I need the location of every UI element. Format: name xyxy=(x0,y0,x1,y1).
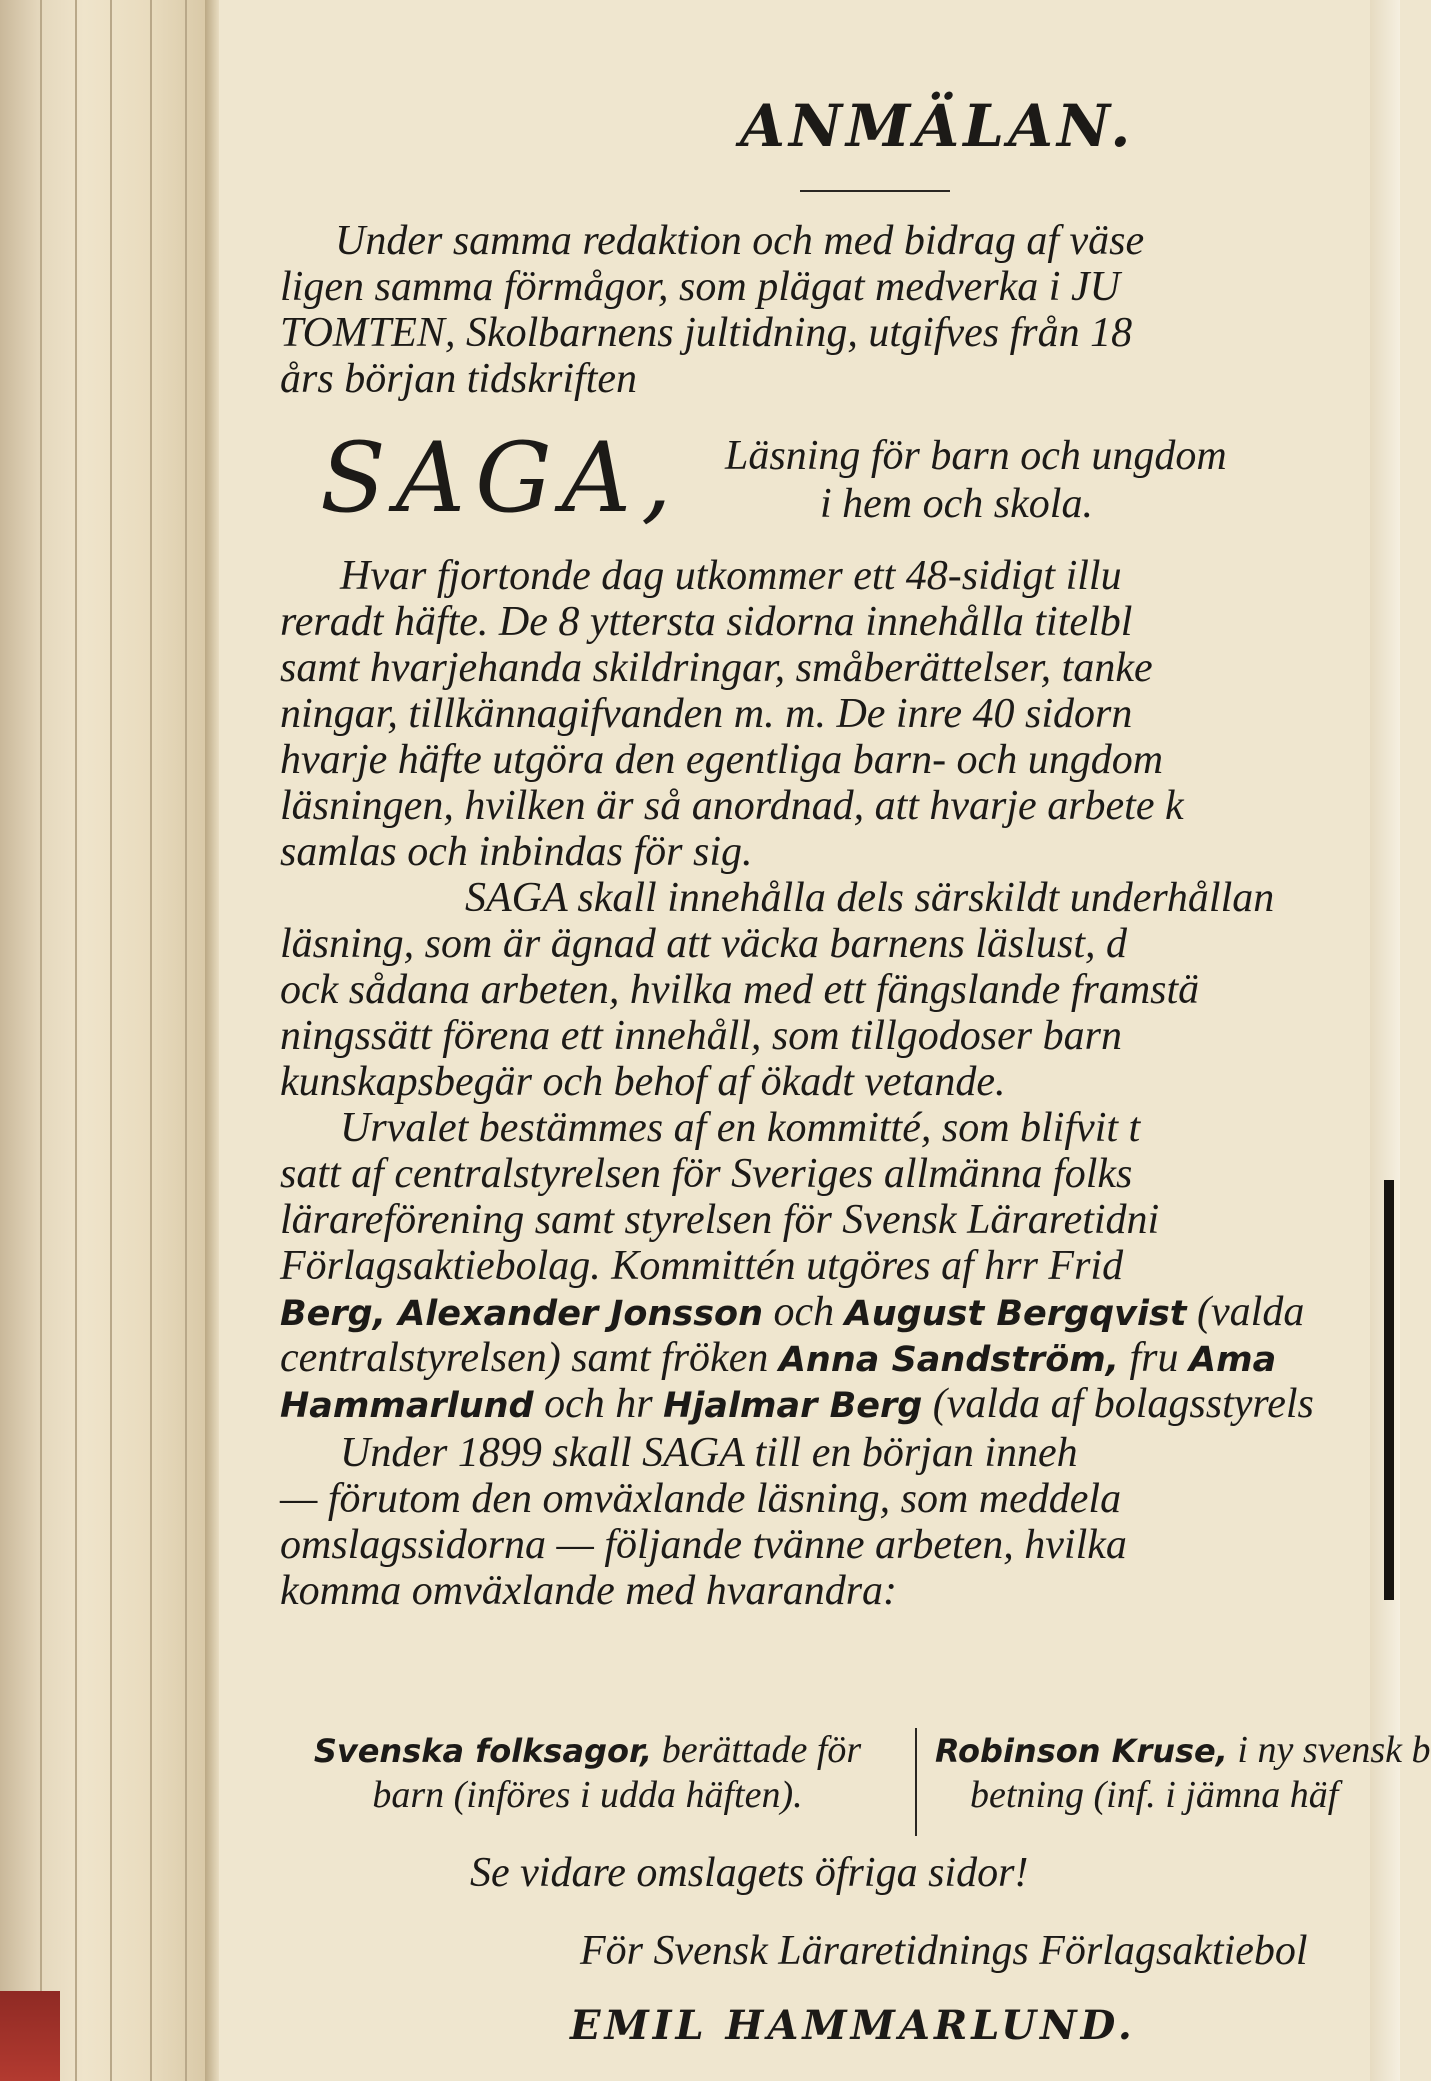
text-line: ock sådana arbeten, hvilka med ett fängslande framstä xyxy=(280,967,1200,1013)
work-right-line: betning (inf. i jämna häf xyxy=(970,1774,1339,1816)
see-more-line: Se vidare omslagets öfriga sidor! xyxy=(470,1850,1029,1896)
page-edge xyxy=(185,0,187,2081)
names-line xyxy=(280,1335,1276,1383)
text-line: Under 1899 skall SAGA till en början inneh xyxy=(340,1430,1078,1476)
column-divider xyxy=(915,1728,917,1836)
text-fragment: (valda af bolagsstyrels xyxy=(922,1381,1314,1427)
work-right-line xyxy=(935,1728,1431,1773)
text-line: TOMTEN, Skolbarnens jultidning, utgifves från 18 xyxy=(280,310,1133,356)
text-line: läsning, som är ägnad att väcka barnens läslust, d xyxy=(280,921,1127,967)
dark-edge-strip xyxy=(1384,1180,1394,1600)
saga-subtitle: i hem och skola. xyxy=(820,481,1093,527)
text-line: lärareförening samt styrelsen för Svensk Läraretidni xyxy=(280,1197,1160,1243)
text-line: komma omväxlande med hvarandra: xyxy=(280,1568,898,1614)
page-edge xyxy=(150,0,152,2081)
page-edge xyxy=(75,0,77,2081)
text-line: ligen samma förmågor, som plägat medverka i JU xyxy=(280,264,1120,310)
text-fragment: berättade för xyxy=(652,1729,862,1771)
names-line xyxy=(280,1381,1314,1429)
saga-subtitle: Läsning för barn och ungdom xyxy=(725,433,1227,479)
text-line: — förutom den omväxlande läsning, som meddela xyxy=(280,1476,1122,1522)
text-line: SAGA skall innehålla dels särskildt underhållan xyxy=(465,875,1275,921)
red-bookmark-ribbon xyxy=(0,1991,60,2081)
text-line: ningssätt förena ett innehåll, som tillgodoser barn xyxy=(280,1013,1122,1059)
text-line: Urvalet bestämmes af en kommitté, som blifvit t xyxy=(340,1105,1141,1151)
page-gutter xyxy=(205,0,219,2081)
bold-name: August Bergqvist xyxy=(844,1294,1187,1334)
work-right xyxy=(935,1728,1431,1817)
bold-name: Berg, Alexander Jonsson xyxy=(280,1294,763,1334)
text-line: läsningen, hvilken är så anordnad, att hvarje arbete k xyxy=(280,783,1184,829)
publisher-line: För Svensk Läraretidnings Förlagsaktiebol xyxy=(580,1928,1308,1974)
text-fragment: (valda xyxy=(1186,1289,1305,1335)
text-line: ningar, tillkännagifvanden m. m. De inre 40 sidorn xyxy=(280,691,1133,737)
text-line: omslagssidorna — följande tvänne arbeten, hvilka xyxy=(280,1522,1127,1568)
work-left xyxy=(270,1728,905,1817)
text-line: satt af centralstyrelsen för Sveriges allmänna folks xyxy=(280,1151,1133,1197)
page-title: ANMÄLAN. xyxy=(740,92,1135,160)
work-left-line xyxy=(270,1728,905,1773)
text-line: kunskapsbegär och behof af ökadt vetande. xyxy=(280,1059,1006,1105)
text-line: års början tidskriften xyxy=(280,356,638,402)
text-fragment: centralstyrelsen) samt fröken xyxy=(280,1335,779,1381)
text-line: Förlagsaktiebolag. Kommittén utgöres af hrr Frid xyxy=(280,1243,1124,1289)
title-rule xyxy=(800,190,950,192)
book-binding xyxy=(0,0,210,2081)
text-fragment: och xyxy=(763,1289,845,1335)
bold-name: Hammarlund xyxy=(280,1386,534,1426)
bold-name: Ama xyxy=(1189,1340,1277,1380)
text-line: samlas och inbindas för sig. xyxy=(280,829,753,875)
saga-title: SAGA, xyxy=(320,422,682,534)
text-line: reradt häfte. De 8 yttersta sidorna innehålla titelbl xyxy=(280,599,1133,645)
bold-name: Hjalmar Berg xyxy=(663,1386,923,1426)
page-edge xyxy=(110,0,112,2081)
page-edge xyxy=(40,0,42,2081)
bold-name: Svenska folksagor, xyxy=(313,1732,653,1770)
work-left-line: barn (införes i udda häften). xyxy=(372,1774,803,1816)
bold-name: Robinson Kruse, xyxy=(935,1732,1228,1770)
text-fragment: i ny svensk b xyxy=(1227,1729,1431,1771)
signature: EMIL HAMMARLUND. xyxy=(570,2002,1136,2049)
bold-name: Anna Sandström, xyxy=(778,1340,1119,1380)
text-fragment: fru xyxy=(1119,1335,1190,1381)
text-line: Under samma redaktion och med bidrag af väse xyxy=(335,218,1145,264)
text-line: samt hvarjehanda skildringar, småberättelser, tanke xyxy=(280,645,1153,691)
document-page xyxy=(250,0,1431,2081)
text-fragment: och hr xyxy=(533,1381,664,1427)
text-line: Hvar fjortonde dag utkommer ett 48-sidigt illu xyxy=(340,553,1122,599)
names-line xyxy=(280,1289,1304,1337)
text-line: hvarje häfte utgöra den egentliga barn- och ungdom xyxy=(280,737,1164,783)
